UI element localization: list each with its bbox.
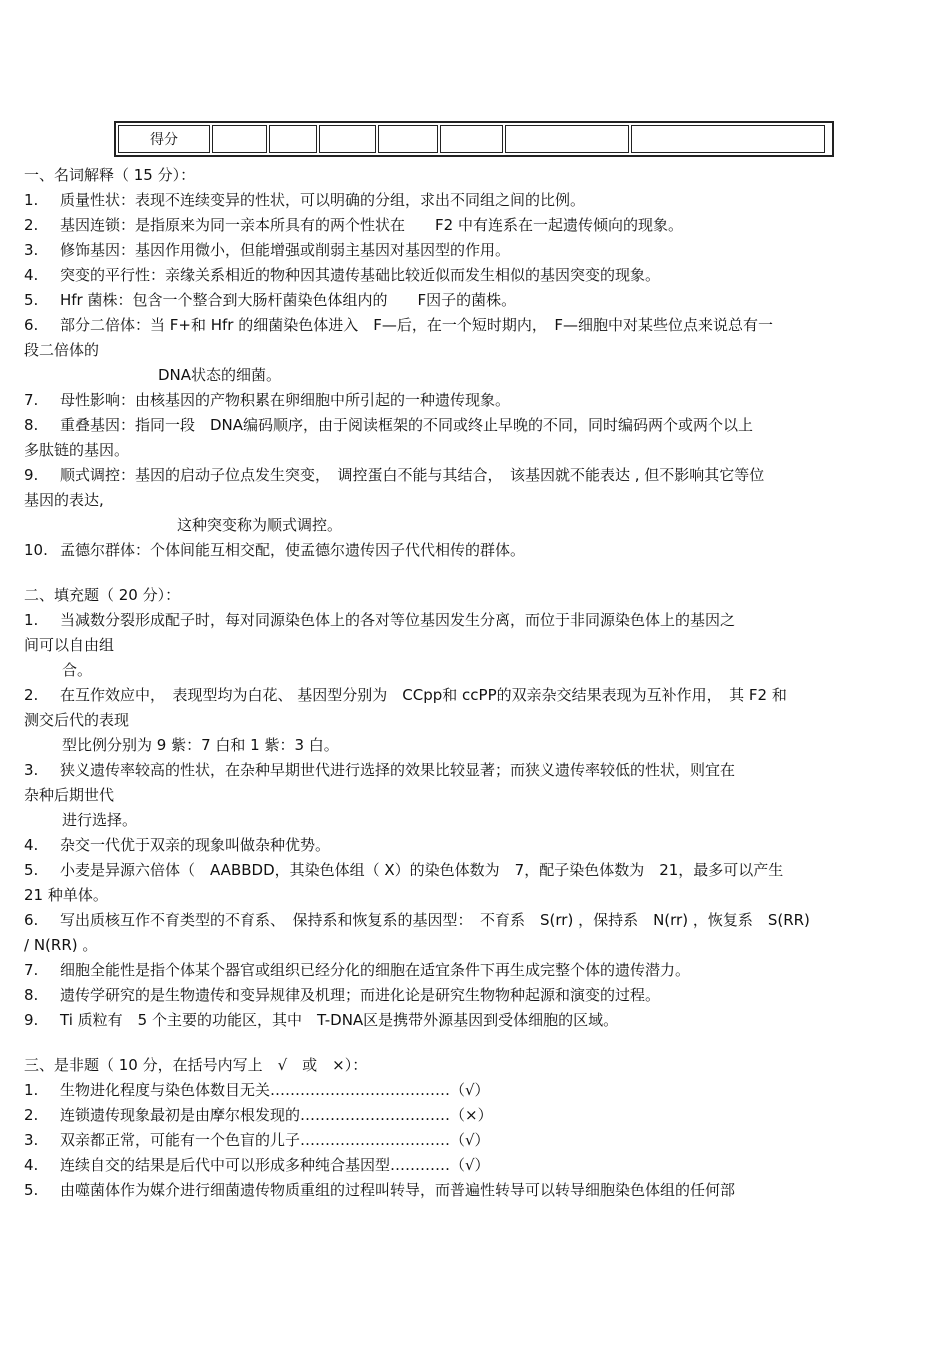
list-item-continuation: 型比例分别为 9 紫：7 白和 1 紫：3 白。 (62, 736, 339, 754)
list-item-continuation: 间可以自由组 (24, 636, 115, 654)
list-item: 5. 由噬菌体作为媒介进行细菌遗传物质重组的过程叫转导，而普遍性转导可以转导细胞染色体组的任何部 (24, 1181, 736, 1199)
list-item: 7. 细胞全能性是指个体某个器官或组织已经分化的细胞在适宜条件下再生成完整个体的遗传潜力。 (24, 961, 691, 979)
list-item: 9. Ti 质粒有 5 个主要的功能区，其中 T-DNA区是携带外源基因到受体细胞的区域。 (24, 1011, 619, 1029)
list-item: 5. Hfr 菌株：包含一个整合到大肠杆菌染色体组内的 F因子的菌株。 (24, 291, 517, 309)
list-item-continuation: 基因的表达, (24, 491, 104, 509)
list-item: 3. 修饰基因：基因作用微小，但能增强或削弱主基因对基因型的作用。 (24, 241, 511, 259)
list-item: 3. 狭义遗传率较高的性状，在杂种早期世代进行选择的效果比较显著；而狭义遗传率较低的性状，则宜在 (24, 761, 736, 779)
list-item: 8. 遗传学研究的是生物遗传和变异规律及机理；而进化论是研究生物物种起源和演变的过程。 (24, 986, 661, 1004)
score-cell (269, 125, 317, 153)
list-item-continuation: 合。 (62, 661, 93, 679)
list-item-continuation: 进行选择。 (62, 811, 138, 829)
list-item-continuation: DNA状态的细菌。 (158, 366, 282, 384)
list-item: 4. 连续自交的结果是后代中可以形成多种纯合基因型…………（√） (24, 1156, 490, 1174)
list-item: 9. 顺式调控：基因的启动子位点发生突变， 调控蛋白不能与其结合， 该基因就不能表达 , 但不影响其它等位 (24, 466, 765, 484)
list-item: 6. 写出质核互作不育类型的不育系、 保持系和恢复系的基因型： 不育系 S(rr) ，保持系 N(rr) ，恢复系 S(RR) (24, 911, 810, 929)
list-item: 2. 在互作效应中， 表现型均为白花、 基因型分别为 CCpp和 ccPP的双亲杂交结果表现为互补作用， 其 F2 和 (24, 686, 787, 704)
list-item: 1. 当减数分裂形成配子时，每对同源染色体上的各对等位基因发生分离，而位于非同源染色体上的基因之 (24, 611, 736, 629)
section-heading: 二、填充题（ 20 分）： (24, 586, 181, 604)
score-cell (631, 125, 825, 153)
list-item: 7. 母性影响：由核基因的产物积累在卵细胞中所引起的一种遗传现象。 (24, 391, 511, 409)
list-item-continuation: 杂种后期世代 (24, 786, 115, 804)
list-item-continuation: 这种突变称为顺式调控。 (177, 516, 343, 534)
score-cell (378, 125, 438, 153)
list-item: 10. 孟德尔群体：个体间能互相交配，使孟德尔遗传因子代代相传的群体。 (24, 541, 526, 559)
list-item: 8. 重叠基因：指同一段 DNA编码顺序，由于阅读框架的不同或终止早晚的不同，同时编码两个或两个以上 (24, 416, 754, 434)
list-item: 4. 突变的平行性：亲缘关系相近的物种因其遗传基础比较近似而发生相似的基因突变的现象。 (24, 266, 661, 284)
list-item: 1. 质量性状：表现不连续变异的性状，可以明确的分组，求出不同组之间的比例。 (24, 191, 586, 209)
exam-document (24, 163, 930, 1203)
section-heading: 一、名词解释（ 15 分）： (24, 166, 196, 184)
list-item: 6. 部分二倍体：当 F+和 Hfr 的细菌染色体进入 F—后，在一个短时期内， F—细胞中对某些位点来说总有一 (24, 316, 773, 334)
score-cell (505, 125, 629, 153)
score-label-cell: 得分 (118, 125, 210, 153)
list-item: 2. 连锁遗传现象最初是由摩尔根发现的…………………………（×） (24, 1106, 493, 1124)
section-heading: 三、是非题（ 10 分，在括号内写上 √ 或 ×）： (24, 1056, 368, 1074)
list-item: 4. 杂交一代优于双亲的现象叫做杂种优势。 (24, 836, 331, 854)
score-table (114, 121, 834, 157)
list-item: 5. 小麦是异源六倍体（ AABBDD，其染色体组（ X）的染色体数为 7，配子染色体数为 21，最多可以产生 (24, 861, 784, 879)
score-cell (212, 125, 267, 153)
list-item: 2. 基因连锁：是指原来为同一亲本所具有的两个性状在 F2 中有连系在一起遗传倾向的现象。 (24, 216, 683, 234)
list-item: 1. 生物进化程度与染色体数目无关………………………………（√） (24, 1081, 490, 1099)
list-item-continuation: / N(RR) 。 (24, 936, 98, 954)
list-item: 3. 双亲都正常，可能有一个色盲的儿子…………………………（√） (24, 1131, 490, 1149)
list-item-continuation: 多肽链的基因。 (24, 441, 130, 459)
list-item-continuation: 段二倍体的 (24, 341, 100, 359)
list-item-continuation: 测交后代的表现 (24, 711, 130, 729)
score-cell (319, 125, 376, 153)
list-item-continuation: 21 种单体。 (24, 886, 108, 904)
score-cell (440, 125, 503, 153)
